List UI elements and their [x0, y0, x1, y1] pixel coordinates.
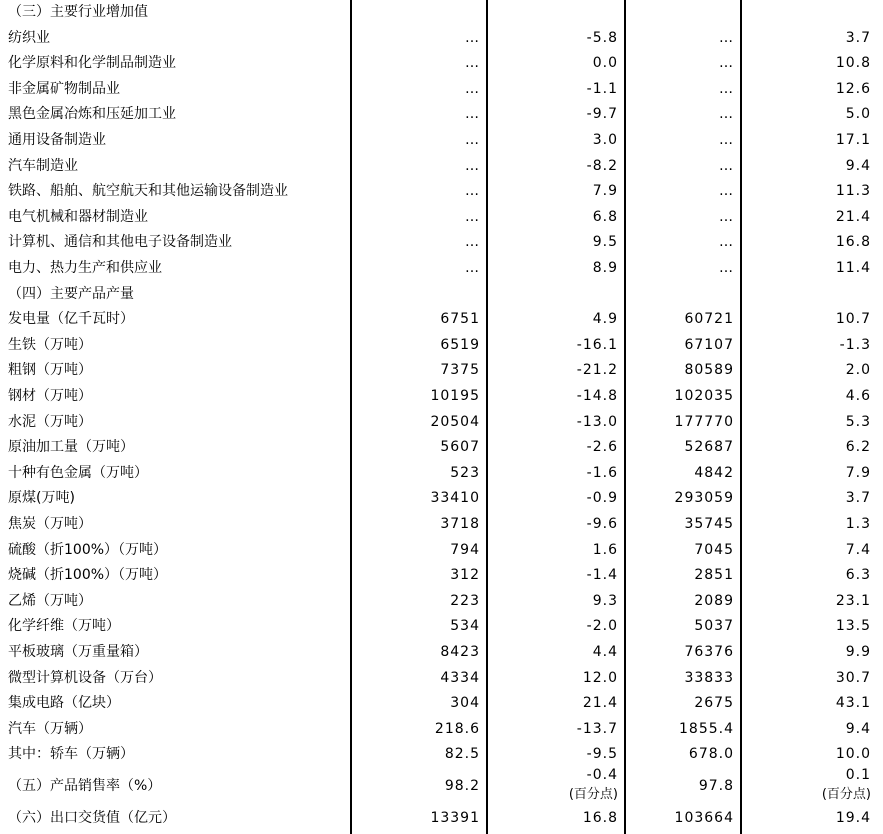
- cell-c1: 5607: [440, 439, 480, 456]
- cell-c1: …: [465, 183, 480, 200]
- cell-c1: 3718: [440, 516, 480, 532]
- row-label: 通用设备制造业: [8, 132, 106, 148]
- cell-c3: …: [719, 260, 734, 276]
- table-row: [0, 589, 883, 615]
- cell-c3: …: [719, 80, 734, 97]
- row-label: 汽车制造业: [8, 157, 78, 174]
- cell-c3: 2089: [694, 592, 734, 609]
- row-label: 黑色金属冶炼和压延加工业: [8, 106, 176, 123]
- table-row-export: [0, 806, 883, 832]
- table-row: [0, 102, 883, 128]
- row-label: 计算机、通信和其他电子设备制造业: [8, 234, 232, 251]
- cell-c1: 7375: [440, 362, 480, 379]
- table-row: [0, 691, 883, 717]
- cell-c3: 5037: [694, 618, 734, 635]
- table-row: [0, 717, 883, 743]
- table-row: [0, 128, 883, 154]
- table-row: [0, 538, 883, 564]
- table-row: [0, 614, 883, 640]
- row-label: 平板玻璃（万重量箱）: [8, 644, 148, 660]
- cell-c1: …: [465, 106, 480, 123]
- cell-c1: 4334: [440, 669, 480, 686]
- cell-c3: 52687: [684, 439, 734, 456]
- cell-c2: -9.6: [586, 516, 618, 532]
- cell-c3: 7045: [694, 541, 734, 558]
- cell-c1: 13391: [430, 810, 480, 826]
- table-row: [0, 307, 883, 333]
- cell-c4: 10.8: [835, 55, 871, 72]
- cell-c1: …: [465, 234, 480, 251]
- cell-c3: 678.0: [688, 746, 734, 763]
- cell-c4: 30.7: [835, 669, 871, 686]
- cell-c1: 304: [450, 695, 480, 712]
- table-row: [0, 384, 883, 410]
- table-row: [0, 563, 883, 589]
- cell-c2: -0.9: [586, 490, 618, 507]
- table-row-sales-rate: [0, 764, 883, 808]
- cell-c1: 312: [450, 567, 480, 584]
- cell-c4: 4.6: [845, 388, 871, 404]
- cell-c2: -9.7: [586, 106, 618, 123]
- table-row: [0, 333, 883, 359]
- cell-c4: 12.6: [835, 80, 871, 97]
- row-label: 其中：轿车（万辆）: [8, 746, 134, 763]
- table-row: [0, 26, 883, 52]
- cell-c3: 103664: [674, 810, 734, 826]
- cell-c2: [488, 764, 618, 808]
- cell-c2: 9.5: [592, 234, 618, 251]
- row-label: 生铁（万吨）: [8, 336, 92, 353]
- cell-c4: 13.5: [835, 618, 871, 635]
- cell-c2: -1.1: [586, 80, 618, 97]
- cell-c2: -2.0: [586, 618, 618, 635]
- table-row: [0, 256, 883, 282]
- row-label: （六）出口交货值（亿元）: [8, 810, 176, 826]
- cell-c4: 9.4: [845, 157, 871, 174]
- table-row: [0, 666, 883, 692]
- table-row: [0, 486, 883, 512]
- cell-c4: 23.1: [835, 592, 871, 609]
- cell-c4: 6.2: [845, 439, 871, 456]
- cell-c4: 43.1: [835, 695, 871, 712]
- cell-c3: …: [719, 157, 734, 174]
- cell-c3: 35745: [684, 516, 734, 532]
- cell-c3: 2675: [694, 695, 734, 712]
- cell-c2: -1.4: [586, 567, 618, 584]
- cell-c4: 5.3: [845, 413, 871, 430]
- cell-c3: 177770: [674, 413, 734, 430]
- row-label: 化学原料和化学制品制造业: [8, 55, 176, 72]
- cell-c2: 4.4: [592, 644, 618, 660]
- cell-c3: 80589: [684, 362, 734, 379]
- row-label: 烧碱（折100%）（万吨）: [8, 567, 168, 584]
- cell-c4: [742, 282, 871, 308]
- cell-c1: …: [465, 132, 480, 148]
- cell-c1: …: [465, 80, 480, 97]
- table-row: [0, 435, 883, 461]
- row-label: 电气机械和器材制造业: [8, 208, 148, 225]
- cell-c2: 4.9: [592, 311, 618, 328]
- row-label: 铁路、船舶、航空航天和其他运输设备制造业: [8, 183, 288, 200]
- row-label: 集成电路（亿块）: [8, 695, 120, 712]
- row-label: 钢材（万吨）: [8, 388, 92, 404]
- table-row: [0, 205, 883, 231]
- table-row: [0, 230, 883, 256]
- cell-c1: 33410: [430, 490, 480, 507]
- row-label: 汽车（万辆）: [8, 720, 92, 737]
- cell-c1: 6751: [440, 311, 480, 328]
- row-label: 乙烯（万吨）: [8, 592, 92, 609]
- row-label: 化学纤维（万吨）: [8, 618, 120, 635]
- cell-c2: 21.4: [582, 695, 618, 712]
- row-label: 焦炭（万吨）: [8, 516, 92, 532]
- table-row: [0, 461, 883, 487]
- cell-c3: 4842: [694, 464, 734, 481]
- cell-c3: 60721: [684, 311, 734, 328]
- cell-c4: 21.4: [835, 208, 871, 225]
- cell-c2: -16.1: [576, 336, 618, 353]
- cell-c2: -14.8: [576, 388, 618, 404]
- cell-c4-unit: (百分点): [821, 787, 871, 802]
- cell-c1: …: [465, 208, 480, 225]
- cell-c3: [626, 0, 734, 26]
- cell-c3: …: [719, 106, 734, 123]
- row-label: 原煤(万吨): [8, 490, 75, 507]
- table-row: [0, 77, 883, 103]
- cell-c4: 11.4: [835, 260, 871, 276]
- cell-c4: [742, 764, 871, 808]
- row-label: （五）产品销售率（%）: [8, 778, 162, 794]
- row-label: 发电量（亿千瓦时）: [8, 311, 134, 328]
- table-row: [0, 179, 883, 205]
- cell-c3: 293059: [674, 490, 734, 507]
- cell-c2: 3.0: [592, 132, 618, 148]
- row-label: 十种有色金属（万吨）: [8, 464, 148, 481]
- cell-c2: 0.0: [592, 55, 618, 72]
- cell-c3: 97.8: [698, 778, 734, 794]
- row-label: 硫酸（折100%）（万吨）: [8, 541, 168, 558]
- cell-c4: [742, 0, 871, 26]
- cell-c4: 3.7: [845, 490, 871, 507]
- cell-c1: …: [465, 157, 480, 174]
- table-row: [0, 0, 883, 26]
- cell-c3: 67107: [684, 336, 734, 353]
- cell-c2: -13.7: [576, 720, 618, 737]
- cell-c4: 5.0: [845, 106, 871, 123]
- cell-c3: …: [719, 55, 734, 72]
- cell-c1: 6519: [440, 336, 480, 353]
- table-row: [0, 640, 883, 666]
- cell-c4: 17.1: [835, 132, 871, 148]
- cell-c1: 98.2: [444, 778, 480, 794]
- cell-c1: …: [465, 55, 480, 72]
- cell-c1: …: [465, 260, 480, 276]
- cell-c2: [488, 0, 618, 26]
- cell-c4: -1.3: [839, 336, 871, 353]
- cell-c1: 218.6: [434, 720, 480, 737]
- table-row: [0, 51, 883, 77]
- cell-c1: [352, 0, 480, 26]
- cell-c1: …: [465, 29, 480, 46]
- cell-c4: 3.7: [845, 29, 871, 46]
- table-row: [0, 410, 883, 436]
- cell-c2: 8.9: [592, 260, 618, 276]
- cell-c2: -1.6: [586, 464, 618, 481]
- cell-c2: -9.5: [586, 746, 618, 763]
- cell-c4: 6.3: [845, 567, 871, 584]
- cell-c4: 2.0: [845, 362, 871, 379]
- cell-c2: [488, 282, 618, 308]
- cell-c1: 8423: [440, 644, 480, 660]
- cell-c4: 7.4: [845, 541, 871, 558]
- cell-c4: 10.7: [835, 311, 871, 328]
- row-label: 原油加工量（万吨）: [8, 439, 134, 456]
- cell-c1: [352, 282, 480, 308]
- cell-c2: 6.8: [592, 208, 618, 225]
- cell-c3: 1855.4: [679, 720, 734, 737]
- cell-c4: 1.3: [845, 516, 871, 532]
- row-label: 粗钢（万吨）: [8, 362, 92, 379]
- cell-c2: 16.8: [582, 810, 618, 826]
- cell-c2: 7.9: [592, 183, 618, 200]
- cell-c3: 33833: [684, 669, 734, 686]
- cell-c1: 223: [450, 592, 480, 609]
- row-label: 微型计算机设备（万台）: [8, 669, 162, 686]
- cell-c3: 2851: [694, 567, 734, 584]
- row-label: （三）主要行业增加值: [8, 4, 148, 20]
- cell-c4: 11.3: [835, 183, 871, 200]
- cell-c2: -8.2: [586, 157, 618, 174]
- table-row: [0, 282, 883, 308]
- cell-c2: -2.6: [586, 439, 618, 456]
- cell-c1: 794: [450, 541, 480, 558]
- cell-c2-unit: (百分点): [568, 787, 618, 802]
- cell-c3: …: [719, 29, 734, 46]
- row-label: 纺织业: [8, 29, 50, 46]
- cell-c1: 10195: [430, 388, 480, 404]
- cell-c4: 16.8: [835, 234, 871, 251]
- table-row: [0, 154, 883, 180]
- row-label: 非金属矿物制品业: [8, 80, 120, 97]
- cell-c3: …: [719, 132, 734, 148]
- row-label: 水泥（万吨）: [8, 413, 92, 430]
- cell-c4: 9.4: [845, 720, 871, 737]
- cell-c2: -13.0: [576, 413, 618, 430]
- cell-c2: -21.2: [576, 362, 618, 379]
- cell-c4: 19.4: [835, 810, 871, 826]
- cell-c3: 76376: [684, 644, 734, 660]
- cell-c4: 9.9: [845, 644, 871, 660]
- cell-c4: 10.0: [835, 746, 871, 763]
- cell-c1: 523: [450, 464, 480, 481]
- row-label: （四）主要产品产量: [8, 285, 134, 302]
- cell-c1: 82.5: [444, 746, 480, 763]
- cell-c3: 102035: [674, 388, 734, 404]
- table-row: [0, 512, 883, 538]
- cell-c3: …: [719, 234, 734, 251]
- cell-c4-value: 0.1: [845, 767, 871, 783]
- cell-c2: 1.6: [592, 541, 618, 558]
- cell-c1: 534: [450, 618, 480, 635]
- cell-c2: -5.8: [586, 29, 618, 46]
- cell-c2: 12.0: [582, 669, 618, 686]
- cell-c1: 20504: [430, 413, 480, 430]
- table-row: [0, 358, 883, 384]
- cell-c3: [626, 282, 734, 308]
- cell-c3: …: [719, 183, 734, 200]
- row-label: 电力、热力生产和供应业: [8, 260, 162, 276]
- cell-c2: 9.3: [592, 592, 618, 609]
- cell-c2-value: -0.4: [586, 767, 618, 783]
- cell-c3: …: [719, 208, 734, 225]
- cell-c4: 7.9: [845, 464, 871, 481]
